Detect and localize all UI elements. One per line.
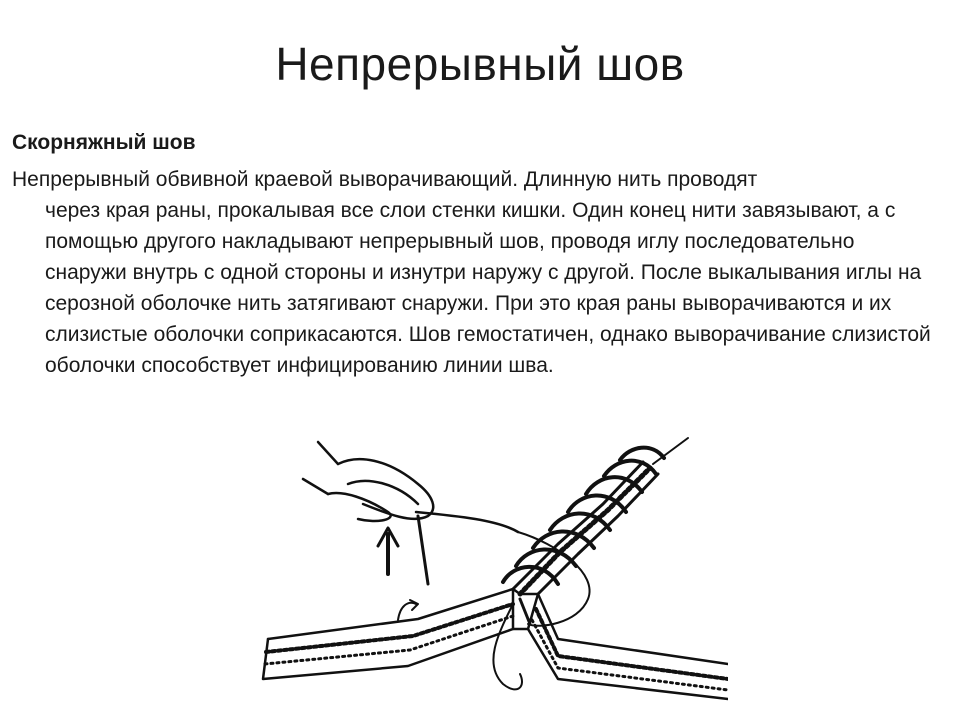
page-title: Непрерывный шов bbox=[275, 38, 685, 90]
suture-drawing-icon bbox=[258, 424, 728, 720]
fingers-icon bbox=[303, 442, 433, 521]
subtitle: Скорняжный шов bbox=[12, 131, 196, 154]
paragraph-first-line: Непрерывный обвивной краевой выворачивающий. Длинную нить проводят bbox=[12, 168, 758, 191]
body-paragraph bbox=[12, 164, 932, 381]
paragraph-continuation: через края раны, прокалывая все слои стенки кишки. Один конец нити завязывают, а с помощью другого накладывают непрерывный шов, проводя иглу последовательно снаружи внутрь с одной стороны и изнутри наружу с другой. После выкалывания иглы на серозной оболочке нить затягивают снаружи. При это края раны выворачиваются и их слизистые оболочки соприкасаются. Шов гемостатичен, однако выворачивание слизистой оболочки способствует инфицированию линии шва. bbox=[45, 199, 931, 377]
stitch-loops-icon bbox=[503, 448, 664, 584]
left-tissue-icon bbox=[263, 589, 513, 679]
curved-arrow-icon bbox=[398, 603, 416, 620]
right-tissue-icon bbox=[528, 594, 728, 699]
curved-arrow-head-icon bbox=[410, 600, 418, 610]
arrow-up-icon bbox=[378, 528, 398, 574]
